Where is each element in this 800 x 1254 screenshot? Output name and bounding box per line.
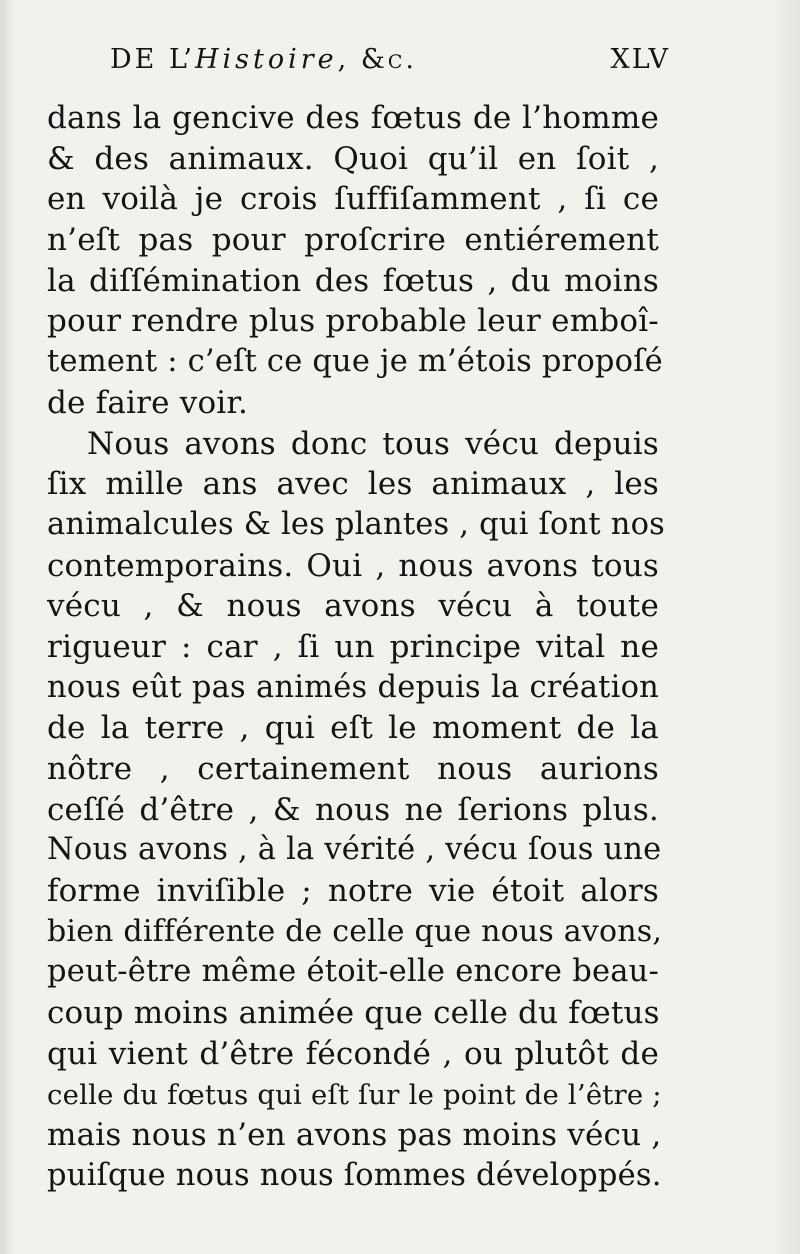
text-line: forme inviſible ; notre vie étoit alors — [47, 873, 659, 910]
running-title-suffix: , &c. — [337, 44, 417, 75]
text-line: qui vient d’être fécondé , ou plutôt de — [47, 1035, 659, 1072]
paragraph-1 — [47, 98, 663, 424]
text-line: peut-être même étoit-elle encore beau- — [47, 954, 659, 990]
text-line: en voilà je crois ſuffiſamment , ſi ce — [47, 181, 659, 218]
text-line: & des animaux. Quoi qu’il en ſoit , — [47, 140, 659, 177]
text-line: de la terre , qui eſt le moment de la — [47, 710, 659, 747]
paragraph-2 — [47, 424, 665, 1197]
text-line: mais nous n’en avons pas moins vécu , — [47, 1117, 662, 1154]
text-line: n’eſt pas pour proſcrire entiérement — [47, 222, 659, 259]
text-line: vécu , & nous avons vécu à toute — [47, 588, 659, 625]
text-line: Nous avons donc tous vécu depuis — [87, 425, 659, 462]
page-number: XLV — [610, 44, 670, 75]
text-line: animalcules & les plantes , qui ſont nos — [47, 506, 665, 542]
running-title — [110, 44, 417, 75]
text-line: tement : c’eſt ce que je m’étois propoſé — [47, 344, 663, 380]
text-line: celle du fœtus qui eſt ſur le point de l’être ; — [47, 1078, 662, 1111]
text-line: rigueur : car , ſi un principe vital ne — [47, 628, 659, 665]
text-line: coup moins animée que celle du fœtus — [47, 995, 660, 1032]
text-line: dans la gencive des fœtus de l’homme — [47, 100, 659, 136]
running-title-main: Histoire — [194, 44, 338, 75]
running-header — [110, 44, 670, 84]
text-line: pour rendre plus probable leur emboî- — [47, 303, 659, 340]
text-line: ſix mille ans avec les animaux , les — [47, 466, 659, 503]
text-line: bien différente de celle que nous avons, — [47, 913, 663, 949]
text-line: nôtre , certainement nous aurions — [47, 751, 659, 787]
body-text — [47, 98, 665, 1197]
text-line: puiſque nous nous ſommes développés. — [47, 1157, 662, 1193]
text-line: Nous avons , à la vérité , vécu ſous une — [47, 832, 662, 868]
running-title-prefix: DE L’ — [110, 44, 195, 75]
text-line: nous eût pas animés depuis la création — [47, 669, 659, 705]
text-line: ceſſé d’être , & nous ne ſerions plus. — [47, 791, 659, 828]
text-line: de faire voir. — [47, 384, 249, 421]
text-line: contemporains. Oui , nous avons tous — [47, 547, 659, 584]
text-line: la diſſémination des fœtus , du moins — [47, 262, 659, 299]
